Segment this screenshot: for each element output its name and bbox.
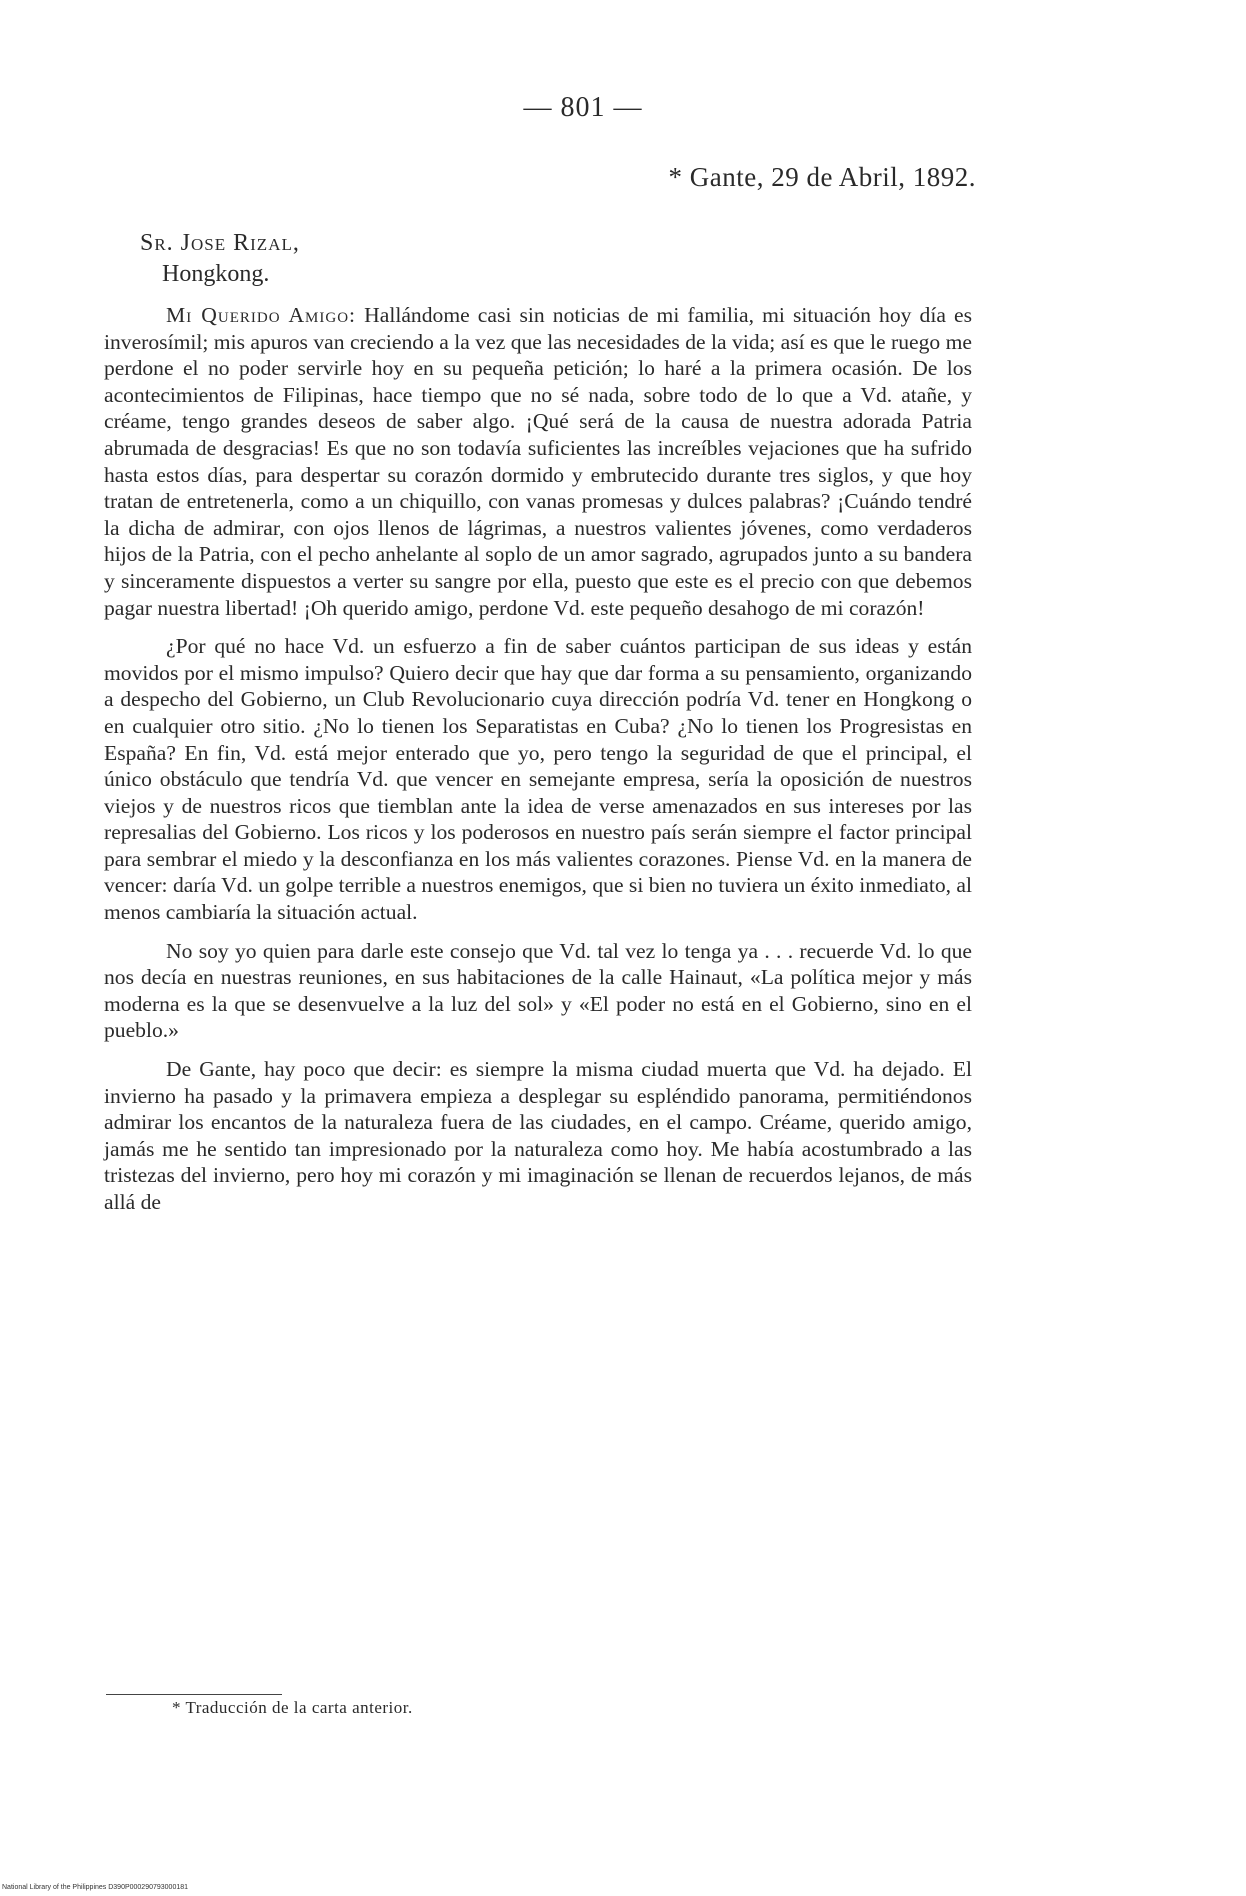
footnote-divider <box>106 1694 282 1695</box>
letter-body <box>104 302 972 1216</box>
addressee-block <box>140 228 300 290</box>
footnote: * Traducción de la carta anterior. <box>172 1698 413 1717</box>
paragraph-3: No soy yo quien para darle este consejo que Vd. tal vez lo tenga ya . . . recuerde Vd. lo que nos decía en nuestras reuniones, en sus habitaciones de la calle Hainaut, «La política mejor y más moderna es la que se desenvuelve a la luz del sol» y «El poder no está en el Gobierno, sino en el pueblo.» <box>104 938 972 1043</box>
dateline: * Gante, 29 de Abril, 1892. <box>668 162 976 192</box>
salutation: Mi Querido Amigo: <box>166 303 357 327</box>
addressee-city: Hongkong. <box>162 261 270 287</box>
addressee-name: Sr. Jose Rizal, <box>140 230 300 256</box>
paragraph-1-text: Hallándome casi sin noticias de mi familia, mi situación hoy día es inverosímil; mis apuros van creciendo a la vez que las necesidades de la vida; así es que le ruego me perdone el no poder servirle hoy en su pequeña petición; lo haré a la primera ocasión. De los acontecimientos de Filipinas, hace tiempo que no sé nada, sobre todo de lo que a Vd. atañe, y créame, tengo grandes deseos de saber algo. ¡Qué será de la causa de nuestra adorada Patria abrumada de desgracias! Es que no son todavía suficientes las increíbles vejaciones que ha sufrido hasta estos días, para despertar su corazón dormido y embrutecido durante tres siglos, y que hoy tratan de entretenerla, como a un chiquillo, con vanas promesas y dulces palabras? ¡Cuándo tendré la dicha de admirar, con ojos llenos de lágrimas, a nuestros valientes jóvenes, como verdaderos hijos de la Patria, con el pecho anhelante al soplo de un amor sagrado, agrupados junto a su bandera y sinceramente dispuestos a verter su sangre por ella, puesto que este es el precio con que debemos pagar nuestra libertad! ¡Oh querido amigo, perdone Vd. este pequeño desahogo de mi corazón! <box>104 303 972 620</box>
paragraph-1 <box>104 302 972 621</box>
paragraph-4: De Gante, hay poco que decir: es siempre la misma ciudad muerta que Vd. ha dejado. El invierno ha pasado y la primavera empieza a desplegar su espléndido panorama, permitiéndonos admirar los encantos de la naturaleza fuera de las ciudades, en el campo. Créame, querido amigo, jamás me he sentido tan impresionado por la naturaleza como hoy. Me había acostumbrado a las tristezas del invierno, pero hoy mi corazón y mi imaginación se llenan de recuerdos lejanos, de más allá de <box>104 1057 972 1214</box>
archive-stamp: National Library of the Philippines D390P000290793000181 <box>2 1884 189 1891</box>
paragraph-2: ¿Por qué no hace Vd. un esfuerzo a fin de saber cuántos participan de sus ideas y están movidos por el mismo impulso? Quiero decir que hay que dar forma a su pensamiento, organizando a despecho del Gobierno, un Club Revolucionario cuya dirección podría Vd. tener en Hongkong o en cualquier otro sitio. ¿No lo tienen los Separatistas en Cuba? ¿No lo tienen los Progresistas en España? En fin, Vd. está mejor enterado que yo, pero tengo la seguridad de que el principal, el único obstáculo que tendría Vd. que vencer en semejante empresa, sería la oposición de nuestros viejos y de nuestros ricos que tiemblan ante la idea de verse amenazados en sus intereses por las represalias del Gobierno. Los ricos y los poderosos en nuestro país serán siempre el factor principal para sembrar el miedo y la desconfianza en los más valientes corazones. Piense Vd. en la manera de vencer: daría Vd. un golpe terrible a nuestros enemigos, que si bien no tuviera un éxito inmediato, al menos cambiaría la situación actual. <box>104 634 972 925</box>
page-number: — 801 — <box>523 92 643 123</box>
